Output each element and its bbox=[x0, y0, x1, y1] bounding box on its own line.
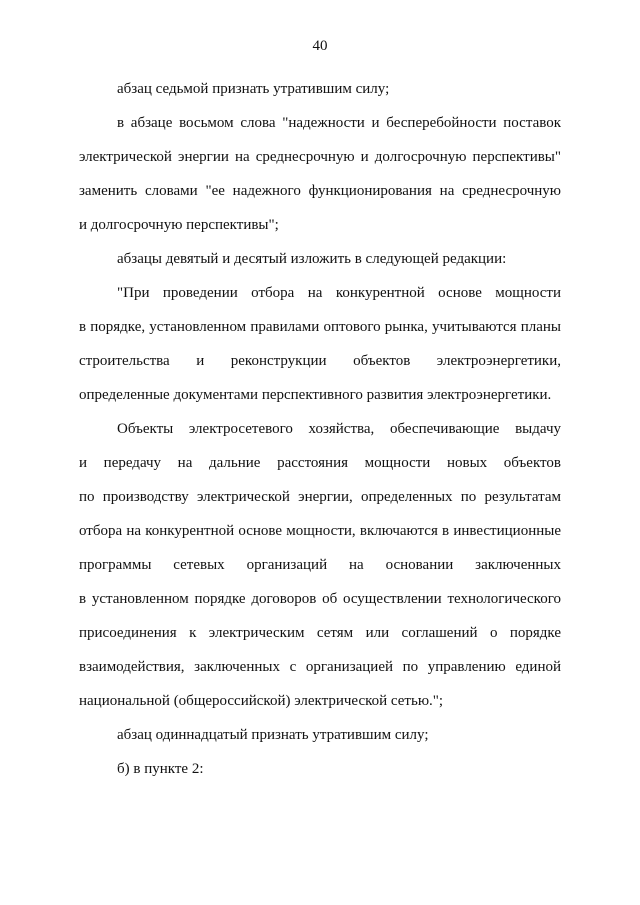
text-line: программы сетевых организаций на основании заключенных bbox=[79, 557, 561, 573]
page-number: 40 bbox=[312, 38, 328, 54]
text-line: в порядке, установленном правилами оптового рынка, учитываются планы bbox=[79, 319, 561, 335]
text-line: строительства и реконструкции объектов электроэнергетики, bbox=[79, 353, 561, 369]
text-line: по производству электрической энергии, определенных по результатам bbox=[79, 489, 561, 505]
text-line: абзац седьмой признать утратившим силу; bbox=[117, 81, 390, 97]
text-line: взаимодействия, заключенных с организацией по управлению единой bbox=[79, 659, 561, 675]
text-line: Объекты электросетевого хозяйства, обеспечивающие выдачу bbox=[117, 421, 561, 437]
text-line: абзацы девятый и десятый изложить в следующей редакции: bbox=[117, 251, 507, 267]
text-line: и долгосрочную перспективы"; bbox=[79, 217, 279, 233]
text-line: в абзаце восьмом слова "надежности и бесперебойности поставок bbox=[117, 115, 561, 131]
document-body bbox=[79, 72, 561, 786]
text-line: заменить словами "ее надежного функционирования на среднесрочную bbox=[79, 183, 561, 199]
text-line: присоединения к электрическим сетям или соглашений о порядке bbox=[79, 625, 561, 641]
text-line: "При проведении отбора на конкурентной основе мощности bbox=[117, 285, 561, 301]
text-line: абзац одиннадцатый признать утратившим силу; bbox=[117, 727, 429, 743]
text-line: определенные документами перспективного развития электроэнергетики. bbox=[79, 387, 552, 403]
text-line: электрической энергии на среднесрочную и долгосрочную перспективы" bbox=[79, 149, 561, 165]
text-line: и передачу на дальние расстояния мощности новых объектов bbox=[79, 455, 561, 471]
text-line: отбора на конкурентной основе мощности, включаются в инвестиционные bbox=[79, 523, 561, 539]
text-line: национальной (общероссийской) электрической сетью."; bbox=[79, 693, 444, 709]
text-line: в установленном порядке договоров об осуществлении технологического bbox=[79, 591, 561, 607]
text-line: б) в пункте 2: bbox=[117, 761, 204, 777]
